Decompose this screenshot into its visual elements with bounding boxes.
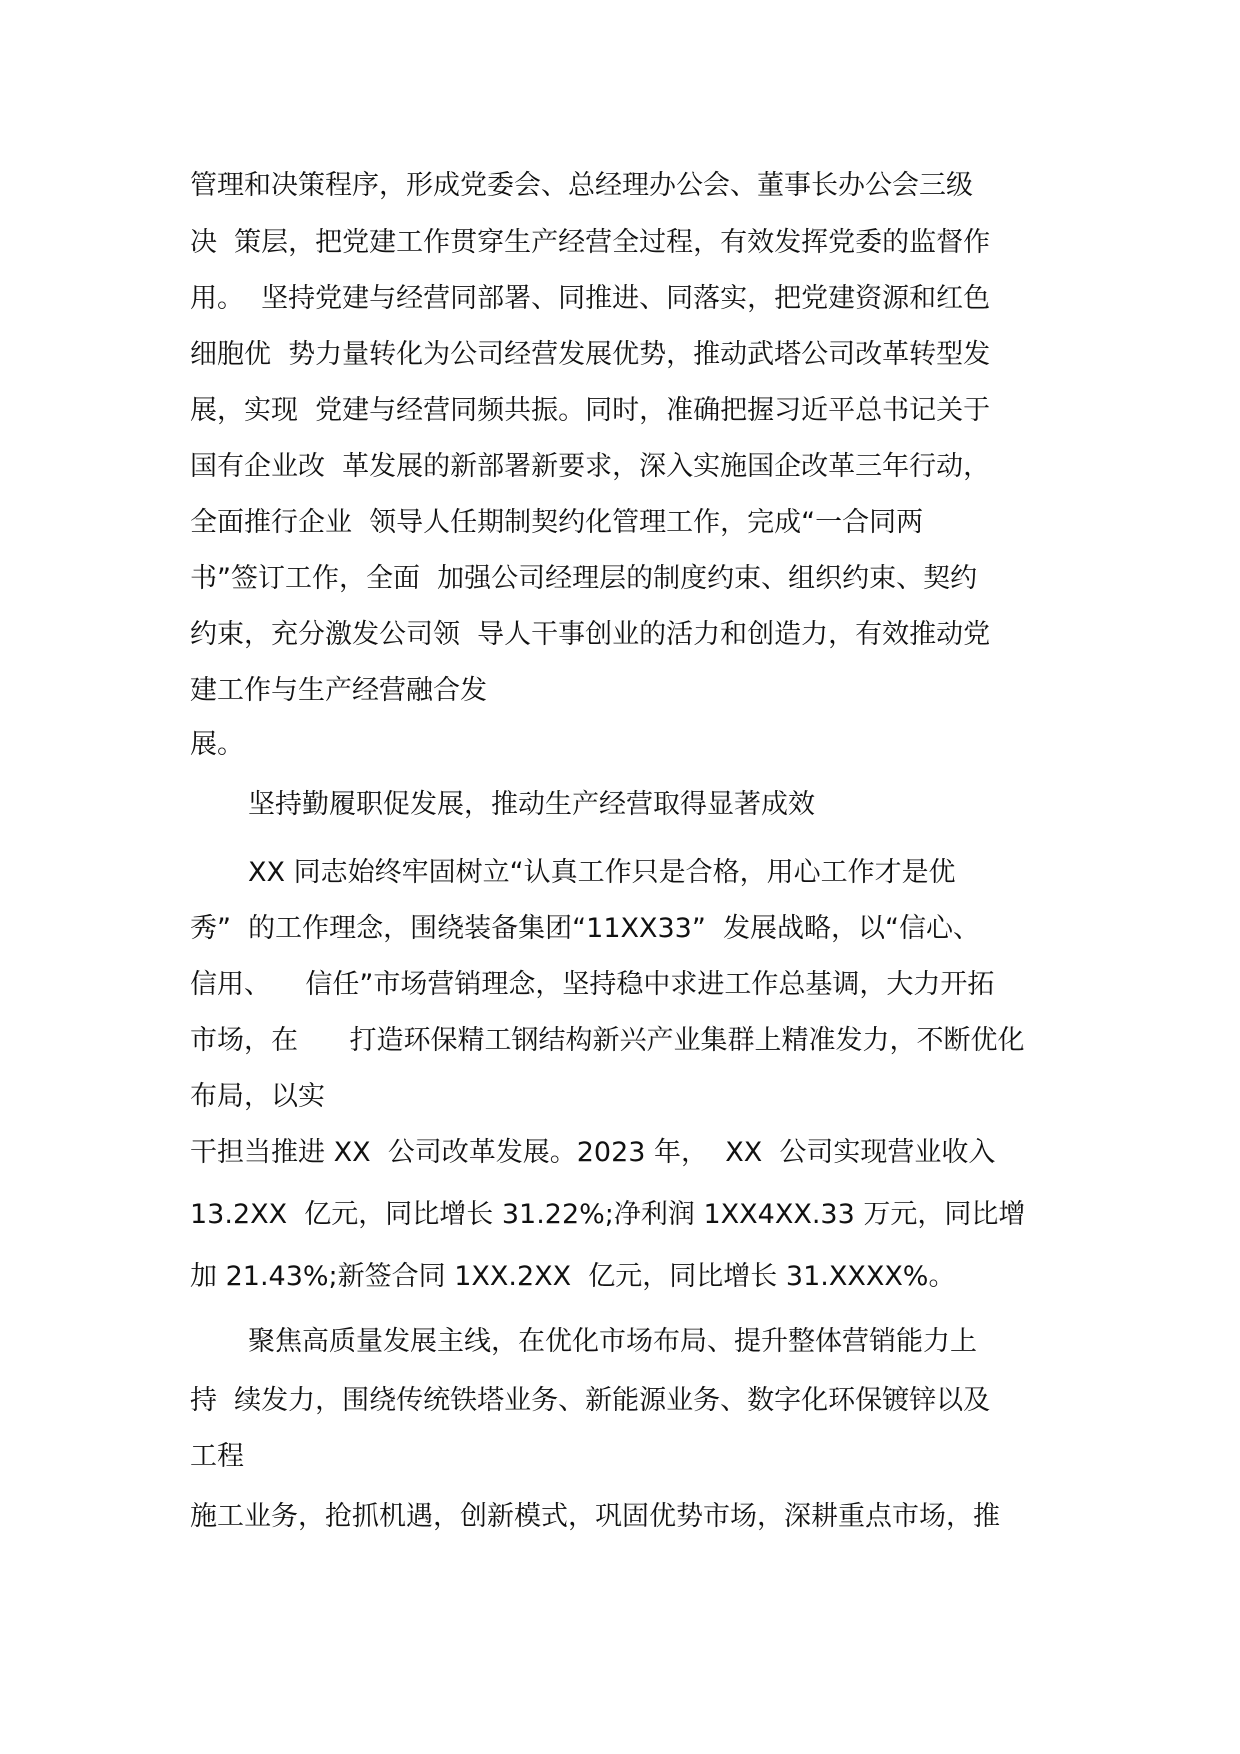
text-line: 干担当推进 XX 公司改革发展。2023 年， XX 公司实现营业收入 bbox=[190, 1137, 996, 1168]
text-line: 市场，在 打造环保精工钢结构新兴产业集群上精准发力，不断优化 bbox=[190, 1025, 1025, 1056]
section-heading: 坚持勤履职促发展，推动生产经营取得显著成效 bbox=[248, 789, 815, 820]
text-line: XX 同志始终牢固树立“认真工作只是合格，用心工作才是优 bbox=[248, 857, 956, 888]
text-line: 约束，充分激发公司领 导人干事创业的活力和创造力，有效推动党 bbox=[190, 619, 991, 650]
text-line: 加 21.43%;新签合同 1XX.2XX 亿元，同比增长 31.XXXX%。 bbox=[190, 1261, 956, 1292]
text-line: 展。 bbox=[190, 729, 244, 760]
text-line: 13.2XX 亿元，同比增长 31.22%;净利润 1XX4XX.33 万元，同比增 bbox=[190, 1199, 1026, 1230]
text-line: 工程 bbox=[190, 1441, 244, 1472]
text-line: 细胞优 势力量转化为公司经营发展优势，推动武塔公司改革转型发 bbox=[190, 339, 991, 370]
text-line: 建工作与生产经营融合发 bbox=[190, 675, 487, 706]
text-line: 持 续发力，围绕传统铁塔业务、新能源业务、数字化环保镀锌以及 bbox=[190, 1385, 991, 1416]
text-line: 书”签订工作，全面 加强公司经理层的制度约束、组织约束、契约 bbox=[190, 563, 978, 594]
text-line: 全面推行企业 领导人任期制契约化管理工作，完成“一合同两 bbox=[190, 507, 924, 538]
text-line: 秀” 的工作理念，围绕装备集团“11XX33” 发展战略，以“信心、 bbox=[190, 913, 980, 944]
text-line: 用。 坚持党建与经营同部署、同推进、同落实，把党建资源和红色 bbox=[190, 283, 991, 314]
text-line: 信用、 信任”市场营销理念，坚持稳中求进工作总基调，大力开拓 bbox=[190, 969, 995, 1000]
text-line: 国有企业改 革发展的新部署新要求，深入实施国企改革三年行动， bbox=[190, 451, 991, 482]
text-line: 布局，以实 bbox=[190, 1081, 325, 1112]
text-line: 管理和决策程序，形成党委会、总经理办公会、董事长办公会三级 bbox=[190, 170, 973, 201]
text-line: 聚焦高质量发展主线，在优化市场布局、提升整体营销能力上 bbox=[248, 1326, 977, 1357]
text-line: 展，实现 党建与经营同频共振。同时，准确把握习近平总书记关于 bbox=[190, 395, 991, 426]
text-line: 施工业务，抢抓机遇，创新模式，巩固优势市场，深耕重点市场，推 bbox=[190, 1501, 1000, 1532]
text-line: 决 策层，把党建工作贯穿生产经营全过程，有效发挥党委的监督作 bbox=[190, 227, 991, 258]
